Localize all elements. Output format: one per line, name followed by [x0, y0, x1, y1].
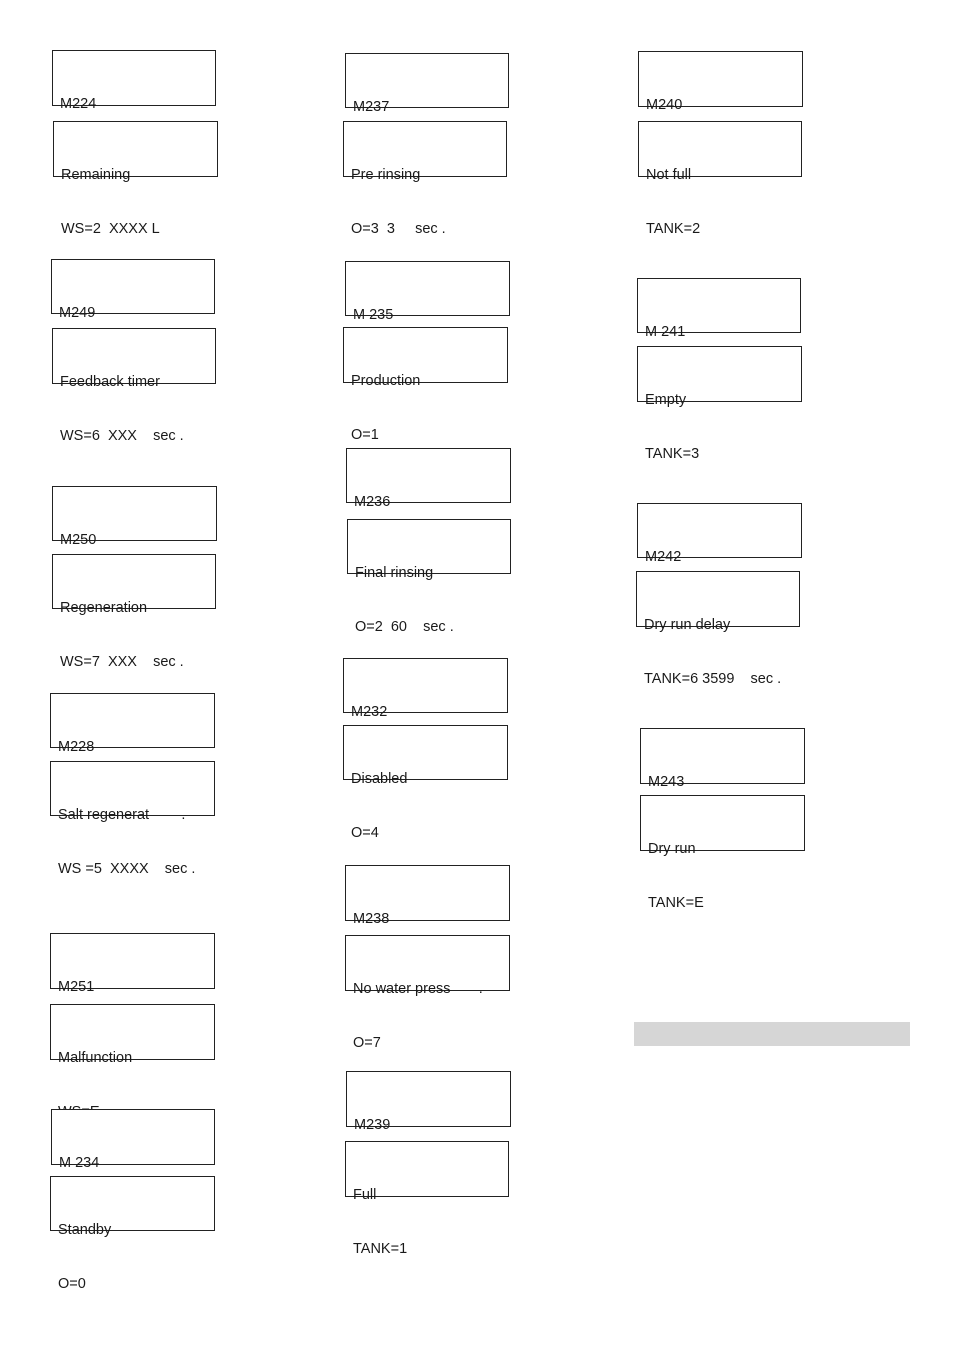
- display-line-2: WS =5 XXXX sec .: [58, 861, 196, 877]
- display-line-1: Full: [353, 1187, 377, 1203]
- display-no-water-press: [345, 935, 510, 1051]
- display-line-1: Dry run delay: [644, 617, 731, 633]
- display-m234: [51, 1109, 215, 1171]
- display-pre-rinsing: [343, 121, 507, 237]
- display-malfunction: [50, 1004, 215, 1066]
- display-line-1: M 235: [353, 307, 394, 323]
- display-line-1: Salt regenerat .: [58, 807, 186, 823]
- display-m243: [640, 728, 805, 790]
- display-line-1: Pre rinsing: [351, 167, 421, 183]
- display-m249: [51, 259, 215, 321]
- display-line-1: No water press .: [353, 981, 483, 997]
- display-line-2: TANK=1: [353, 1241, 408, 1257]
- display-line-1: Empty: [645, 392, 687, 408]
- display-line-2: WS=7 XXX sec .: [60, 654, 184, 670]
- display-line-1: Standby: [58, 1222, 112, 1238]
- display-line-2: WS=6 XXX sec .: [60, 428, 184, 444]
- display-line-1: M250: [60, 532, 97, 548]
- display-line-1: M240: [646, 97, 683, 113]
- display-m241: [637, 278, 801, 340]
- display-line-1: M239: [354, 1117, 391, 1133]
- display-line-1: M243: [648, 774, 685, 790]
- display-final-rinsing: [347, 519, 511, 635]
- display-line-1: Feedback timer: [60, 374, 160, 390]
- display-disabled: [343, 725, 508, 841]
- display-line-2: O=2 60 sec .: [355, 619, 454, 635]
- display-line-2: TANK=6 3599 sec .: [644, 671, 782, 687]
- display-m238: [345, 865, 510, 927]
- display-standby: [50, 1176, 215, 1292]
- display-dry-run: [640, 795, 805, 911]
- display-full: [345, 1141, 509, 1257]
- display-line-1: M238: [353, 911, 390, 927]
- display-line-2: TANK=3: [645, 446, 700, 462]
- display-line-1: Disabled: [351, 771, 408, 787]
- display-line-1: Production: [351, 373, 421, 389]
- display-line-1: M251: [58, 979, 95, 995]
- display-line-1: M224: [60, 96, 97, 112]
- display-line-1: M232: [351, 704, 388, 720]
- display-line-2: O=1: [351, 427, 379, 443]
- display-remaining: [53, 121, 218, 237]
- display-line-1: M228: [58, 739, 95, 755]
- display-line-1: Not full: [646, 167, 692, 183]
- display-m224: [52, 50, 216, 112]
- display-line-2: O=0: [58, 1276, 86, 1292]
- display-line-1: Final rinsing: [355, 565, 434, 581]
- display-line-2: O=3 3 sec .: [351, 221, 446, 237]
- display-m250: [52, 486, 217, 548]
- display-empty: [637, 346, 802, 462]
- display-line-1: M249: [59, 305, 96, 321]
- display-m228: [50, 693, 215, 755]
- display-line-2: O=7: [353, 1035, 381, 1051]
- display-line-1: Dry run: [648, 841, 696, 857]
- display-line-2: TANK=E: [648, 895, 704, 911]
- display-line-1: M 234: [59, 1155, 100, 1171]
- display-production: [343, 327, 508, 443]
- display-line-1: M242: [645, 549, 682, 565]
- display-m235: [345, 261, 510, 323]
- display-salt-regenerat: [50, 761, 215, 877]
- display-line-1: Remaining: [61, 167, 131, 183]
- display-dry-run-delay: [636, 571, 800, 687]
- display-feedback-timer: [52, 328, 216, 444]
- display-line-2: WS=2 XXXX L: [61, 221, 160, 237]
- display-m236: [346, 448, 511, 510]
- display-line-1: M 241: [645, 324, 686, 340]
- display-line-1: Malfunction: [58, 1050, 133, 1066]
- display-m240: [638, 51, 803, 113]
- display-line-1: Regeneration: [60, 600, 148, 616]
- display-line-1: M236: [354, 494, 391, 510]
- display-m232: [343, 658, 508, 720]
- display-line-2: TANK=2: [646, 221, 701, 237]
- display-line-2: O=4: [351, 825, 379, 841]
- display-m251: [50, 933, 215, 995]
- display-m237: [345, 53, 509, 115]
- display-m239: [346, 1071, 511, 1133]
- display-m242: [637, 503, 802, 565]
- grey-bar: [634, 1022, 910, 1046]
- display-not-full: [638, 121, 802, 237]
- display-regeneration: [52, 554, 216, 670]
- display-line-1: M237: [353, 99, 390, 115]
